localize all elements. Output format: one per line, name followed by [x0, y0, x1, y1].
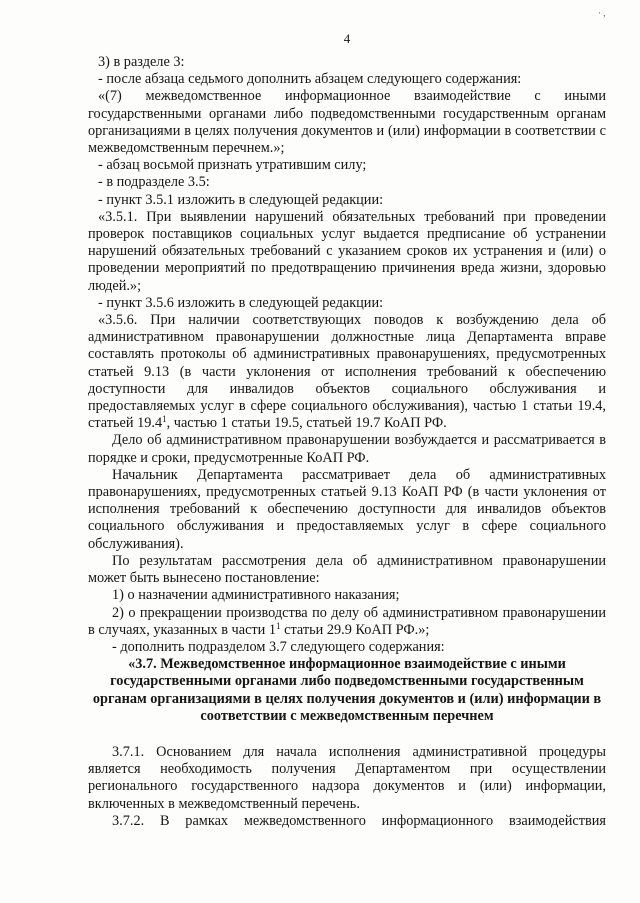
- paragraph-point-3-5-6-main: «3.5.6. При наличии соответствующих поводов к возбуждению дела об административном правонарушении должностные лица Департамента вправе составлять протоколы об административных правонарушениях, предусмотренных статьей 9.13 (в части уклонения от исполнения требований к обеспечению доступности для инвалидов объектов социального обслуживания и предоставляемых услуг в сфере социального обслуживания), частью 1 статьи 19.4, статьей 19.4: [88, 312, 606, 432]
- paragraph-decision-results: По результатам рассмотрения дела об административном правонарушении может быть вынесено постановление:: [88, 552, 606, 587]
- paragraph-section-3: 3) в разделе 3:: [98, 54, 185, 70]
- paragraph-point-3-5-6-intro: - пункт 3.5.6 изложить в следующей редакции:: [98, 294, 384, 311]
- paragraph-item-7: «(7) межведомственное информационное взаимодействие с иными государственными органами либо подведомственными государственным органам организациями в целях получения документов и (или) информации в соответствии с межведомственным перечнем.»;: [88, 88, 606, 157]
- paragraph-3-7-2: 3.7.2. В рамках межведомственного информационного взаимодействия: [112, 812, 606, 829]
- paragraph-decision-2-tail: статьи 29.9 КоАП РФ.»;: [280, 621, 430, 638]
- paragraph-head-considers: Начальник Департамента рассматривает дела об административных правонарушениях, предусмотренных статьей 9.13 КоАП РФ (в части уклонения от исполнения требований к обеспечению доступности для инвалидов объектов социального обслуживания и предоставляемых услуг в сфере социального обслуживания).: [88, 466, 606, 552]
- corner-mark: · ,: [598, 8, 606, 18]
- paragraph-eighth-void: - абзац восьмой признать утратившим силу;: [98, 157, 367, 174]
- section-heading-3-7: «3.7. Межведомственное информационное взаимодействие с иными государственными органами либо подведомственными государственным органам организациями в целях получения документов и (или) информации в соответствии с межведомственным перечнем: [92, 656, 602, 724]
- paragraph-add-subsection-3-7: - дополнить подразделом 3.7 следующего содержания:: [112, 638, 445, 655]
- paragraph-decision-1: 1) о назначении административного наказания;: [112, 587, 400, 604]
- paragraph-point-3-5-6-tail: , частью 1 статьи 19.5, статьей 19.7 КоАП РФ.: [166, 415, 447, 432]
- paragraph-decision-2-main: 2) о прекращении производства по делу об административном правонарушении в случаях, указанных в части 1: [88, 604, 606, 638]
- paragraph-subsection-3-5: - в подразделе 3.5:: [98, 174, 210, 191]
- superscript-1: 1: [276, 620, 281, 631]
- paragraph-point-3-5-1: «3.5.1. При выявлении нарушений обязательных требований при проведении проверок поставщиков социальных услуг выдается предписание об устранении нарушений обязательных требований с указанием сроков их устранения и (или) о проведении мероприятий по предотвращению причинения вреда жизни, здоровью людей.»;: [88, 208, 606, 294]
- paragraph-decision-2: [88, 605, 606, 639]
- heading-block: [88, 656, 606, 725]
- superscript-1: 1: [162, 414, 167, 425]
- paragraph-after-seventh: - после абзаца седьмого дополнить абзацем следующего содержания:: [98, 71, 522, 88]
- paragraph-3-7-1: 3.7.1. Основанием для начала исполнения административной процедуры является необходимость получения Департаментом при осуществлении регионального государственного надзора документов и (или) информации, включенных в межведомственный перечень.: [88, 743, 606, 812]
- paragraph-point-3-5-6: [88, 312, 606, 432]
- document-body: [88, 54, 606, 830]
- page-number: 4: [343, 31, 351, 46]
- paragraph-case-initiation: Дело об административном правонарушении возбуждается и рассматривается в порядке и сроки, предусмотренные КоАП РФ.: [88, 432, 606, 466]
- paragraph-point-3-5-1-intro: - пункт 3.5.1 изложить в следующей редакции:: [98, 191, 384, 208]
